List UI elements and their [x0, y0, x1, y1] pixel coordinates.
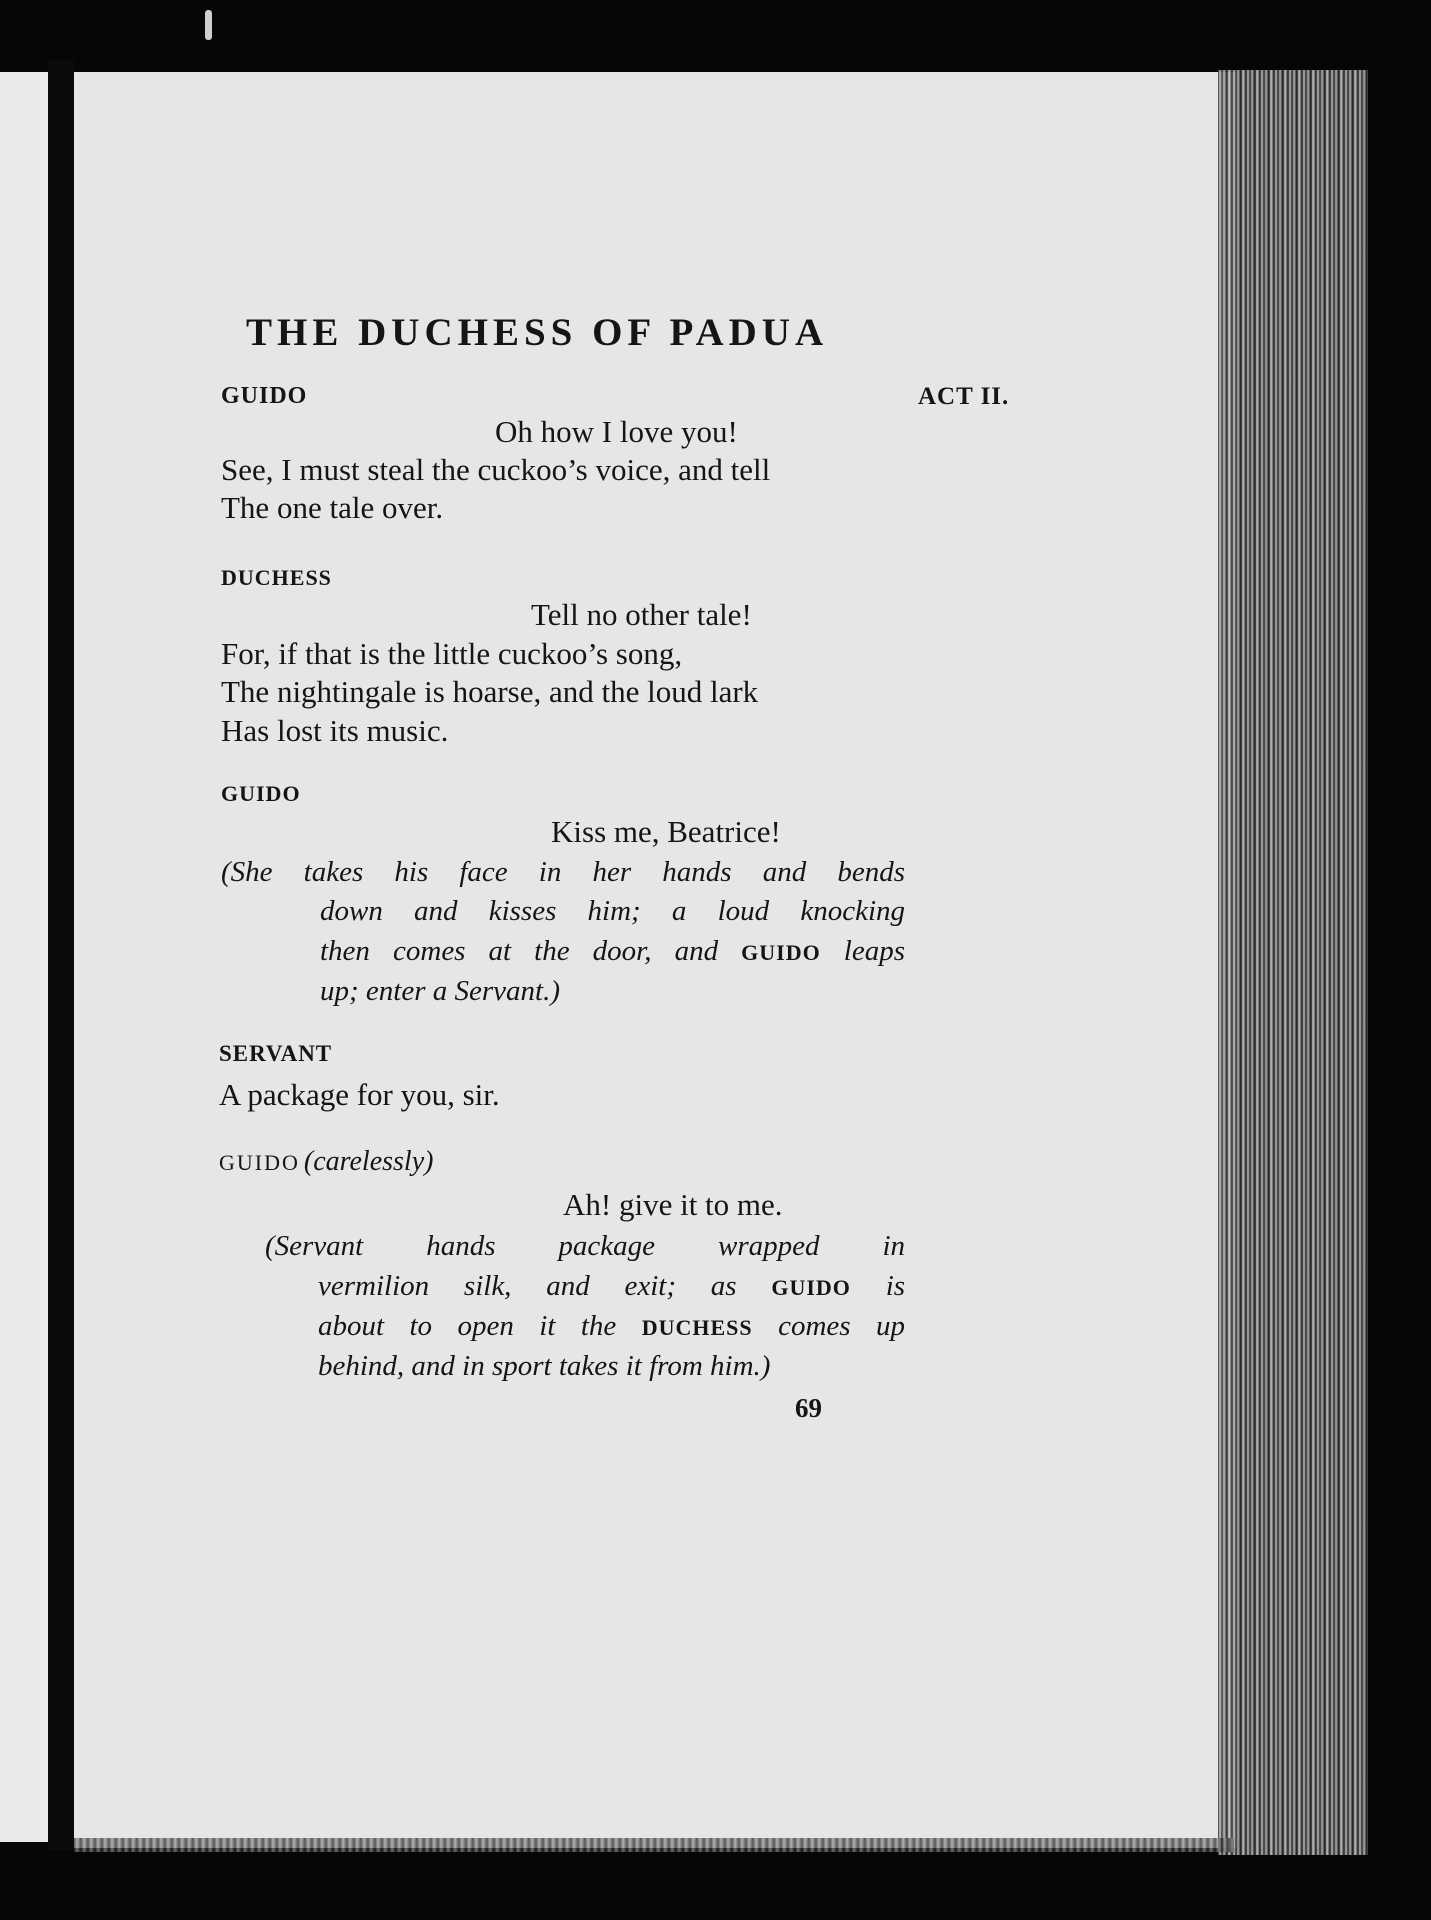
- stage-text: about to open it the: [318, 1310, 617, 1342]
- stage-text: is: [885, 1270, 906, 1302]
- stage-direction: (Servant hands package wrapped in: [265, 1230, 905, 1262]
- stage-text: then comes at the door, and: [320, 935, 719, 967]
- facing-page-edge: [0, 72, 48, 1842]
- verse-line: The nightingale is hoarse, and the loud lark: [221, 674, 759, 709]
- page-fore-edge: [1218, 70, 1368, 1855]
- verse-line: Tell no other tale!: [531, 597, 752, 632]
- stage-text: leaps: [843, 935, 906, 967]
- stage-text: comes up: [778, 1310, 905, 1342]
- stage-text: vermilion silk, and exit; as: [318, 1270, 737, 1302]
- speaker-servant: SERVANT: [219, 1041, 333, 1066]
- verse-line: Has lost its music.: [221, 713, 449, 748]
- verse-line: See, I must steal the cuckoo’s voice, and tell: [221, 452, 771, 487]
- stage-direction: behind, and in sport takes it from him.): [318, 1350, 771, 1382]
- speaker-direction: (carelessly): [303, 1146, 434, 1177]
- stage-direction: [318, 1310, 905, 1343]
- verse-line: The one tale over.: [221, 490, 444, 525]
- character-name: DUCHESS: [641, 1315, 753, 1340]
- verse-line: A package for you, sir.: [219, 1077, 500, 1112]
- character-name: GUIDO: [771, 1275, 851, 1300]
- verse-line: Kiss me, Beatrice!: [551, 814, 781, 849]
- speaker-guido: GUIDO: [221, 383, 308, 409]
- speaker-guido: GUIDO: [221, 781, 301, 806]
- book-gutter: [48, 60, 74, 1850]
- stage-direction: up; enter a Servant.): [320, 975, 560, 1007]
- speaker-duchess: DUCHESS: [221, 565, 332, 590]
- scan-speck: [205, 10, 212, 40]
- character-name: GUIDO: [741, 940, 821, 965]
- speaker-line: [219, 1146, 433, 1178]
- page-number: 69: [795, 1393, 822, 1423]
- act-label: ACT II.: [918, 383, 1010, 410]
- verse-line: For, if that is the little cuckoo’s song,: [221, 636, 683, 671]
- verse-line: Oh how I love you!: [495, 414, 738, 449]
- stage-direction: down and kisses him; a loud knocking: [320, 895, 905, 927]
- stage-direction: (She takes his face in her hands and bends: [221, 856, 905, 888]
- speaker-guido: GUIDO: [219, 1150, 300, 1175]
- page-bottom-edge: [74, 1838, 1234, 1852]
- stage-direction: [318, 1270, 905, 1303]
- running-title: THE DUCHESS OF PADUA: [246, 311, 829, 354]
- stage-direction: [320, 935, 905, 968]
- verse-line: Ah! give it to me.: [563, 1187, 783, 1222]
